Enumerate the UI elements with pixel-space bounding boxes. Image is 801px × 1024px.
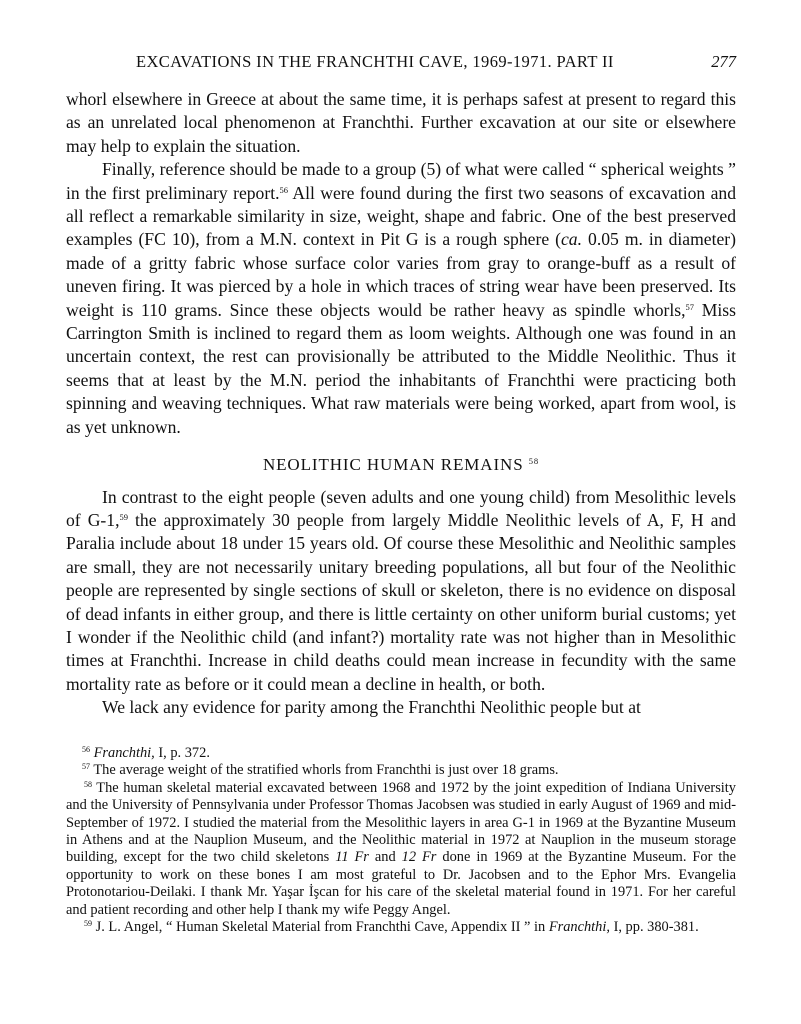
human-remains-text-a: In contrast to the eight people (seven adults and one young child) from Mesolithic levels of G-1, xyxy=(66,486,736,530)
section-heading-text: NEOLITHIC HUMAN REMAINS xyxy=(262,455,524,475)
footnote-58-skeleton-11fr: 11 Fr xyxy=(335,849,369,866)
footnote-ref-58[interactable]: 58 xyxy=(528,456,540,467)
paragraph-whorl xyxy=(66,88,736,158)
footnote-56-text: I, p. 372. xyxy=(154,745,210,761)
running-head: EXCAVATIONS IN THE FRANCHTHI CAVE, 1969-1971. PART II xyxy=(136,52,614,71)
footnote-ref-57[interactable]: 57 xyxy=(685,301,695,312)
footnote-ref-59[interactable]: 59 xyxy=(119,511,128,522)
footnote-58-text-a: The human skeletal material excavated between 1968 and 1972 by the joint expedition of Indiana University and the University of Pennsylvania under Professor Thomas Jacobsen was studied in early August of 1969 and mid-September of 1972. I studied the material from the Mesolithic layers in area G-1 in 1969 at the Byzantine Museum in Athens and at the Nauplion Museum, and the Neolithic material in 1972 at Nauplion in the museum storage building, except for the two child skeletons xyxy=(66,779,736,866)
footnote-58-text-b: done in 1969 at the Byzantine Museum. For the opportunity to work on these bones I am most grateful to Dr. Jacobsen and to the Ephor Mrs. Evangelia Protonotariou-Deilaki. I thank Mr. Yaşar İşcan for his care of the skeletal material found in 1971. For her careful and patient recording and other help I thank my wife Peggy Angel. xyxy=(66,849,736,918)
footnote-57-text: The average weight of the stratified whorls from Franchthi is just over 18 grams. xyxy=(93,762,559,779)
section-heading xyxy=(66,453,736,476)
footnote-59-title: Franchthi, xyxy=(548,919,610,936)
footnote-56-title: Franchthi, xyxy=(93,745,155,761)
footnote-57 xyxy=(66,762,736,779)
footnote-59-number: 59 xyxy=(84,919,92,929)
parity-text: We lack any evidence for parity among the Franchthi Neolithic people but at xyxy=(102,697,641,718)
paragraph-human-remains xyxy=(66,486,736,697)
page-header xyxy=(66,52,736,76)
paragraph-whorl-text: whorl elsewhere in Greece at about the same time, it is perhaps safest at present to regard this as an unrelated local phenomenon at Franchthi. Further excavation at our site or elsewhere may help to explain the situation. xyxy=(66,89,736,156)
footnote-56-number: 56 xyxy=(82,745,90,754)
footnote-58-and: and xyxy=(368,849,402,866)
paragraph-spherical-weights xyxy=(66,158,736,439)
abbrev-ca: ca. xyxy=(561,229,583,250)
footnote-58-number: 58 xyxy=(84,779,92,789)
body-text xyxy=(66,88,736,720)
page-number: 277 xyxy=(711,52,736,71)
spherical-weights-text-a: Finally, reference should be made to a group (5) of what were called “ spherical weights ” in the first preliminary report. xyxy=(66,159,736,203)
footnote-57-number: 57 xyxy=(82,762,90,772)
spherical-weights-text-d: Miss Carrington Smith is inclined to regard them as loom weights. Although one was found in an uncertain context, the rest can provisionally be attributed to the Middle Neolithic. Thus it seems that at least by the M.N. period the inhabitants of Franchthi were practicing both spinning and weaving techniques. What raw materials were being worked, apart from wool, is as yet unknown. xyxy=(66,299,736,437)
spherical-weights-text-b: All were found during the first two seasons of excavation and all reflect a remarkable similarity in size, weight, shape and fabric. One of the best preserved examples (FC 10), from a M.N. context in Pit G is a rough sphere ( xyxy=(66,182,736,250)
footnote-58-skeleton-12fr: 12 Fr xyxy=(401,849,437,866)
footnote-59-text-a: J. L. Angel, “ Human Skeletal Material from Franchthi Cave, Appendix II ” in xyxy=(95,919,549,936)
human-remains-text-b: the approximately 30 people from largely Middle Neolithic levels of A, F, H and Paralia include about 18 under 15 years old. Of course these Mesolithic and Neolithic samples are small, they are not necessarily unitary breeding populations, all but four of the Neolithic people are represented by single sections of skull or skeleton, there is no evidence on disposal of dead infants in either group, and there is little certainty on other uniform burial customs; yet I wonder if the Neolithic child (and infant?) mortality rate was not higher than in Mesolithic times at Franchthi. Increase in child deaths could mean increase in fecundity with the same mortality rate as before or it could mean a decline in health, or both. xyxy=(66,509,736,694)
paragraph-parity xyxy=(66,696,736,719)
footnote-ref-56[interactable]: 56 xyxy=(279,184,288,195)
footnote-58 xyxy=(66,780,736,919)
spherical-weights-text-c: 0.05 m. in diameter) made of a gritty fabric whose surface color varies from gray to orange-buff as a result of uneven firing. It was pierced by a hole in which traces of string wear have been preserved. Its weight is 110 grams. Since these objects would be rather heavy as spindle whorls, xyxy=(66,229,736,320)
footnote-56 xyxy=(66,745,736,762)
footnote-59 xyxy=(66,919,736,936)
footnotes xyxy=(66,745,736,936)
footnote-59-text-b: I, pp. 380-381. xyxy=(609,919,699,936)
